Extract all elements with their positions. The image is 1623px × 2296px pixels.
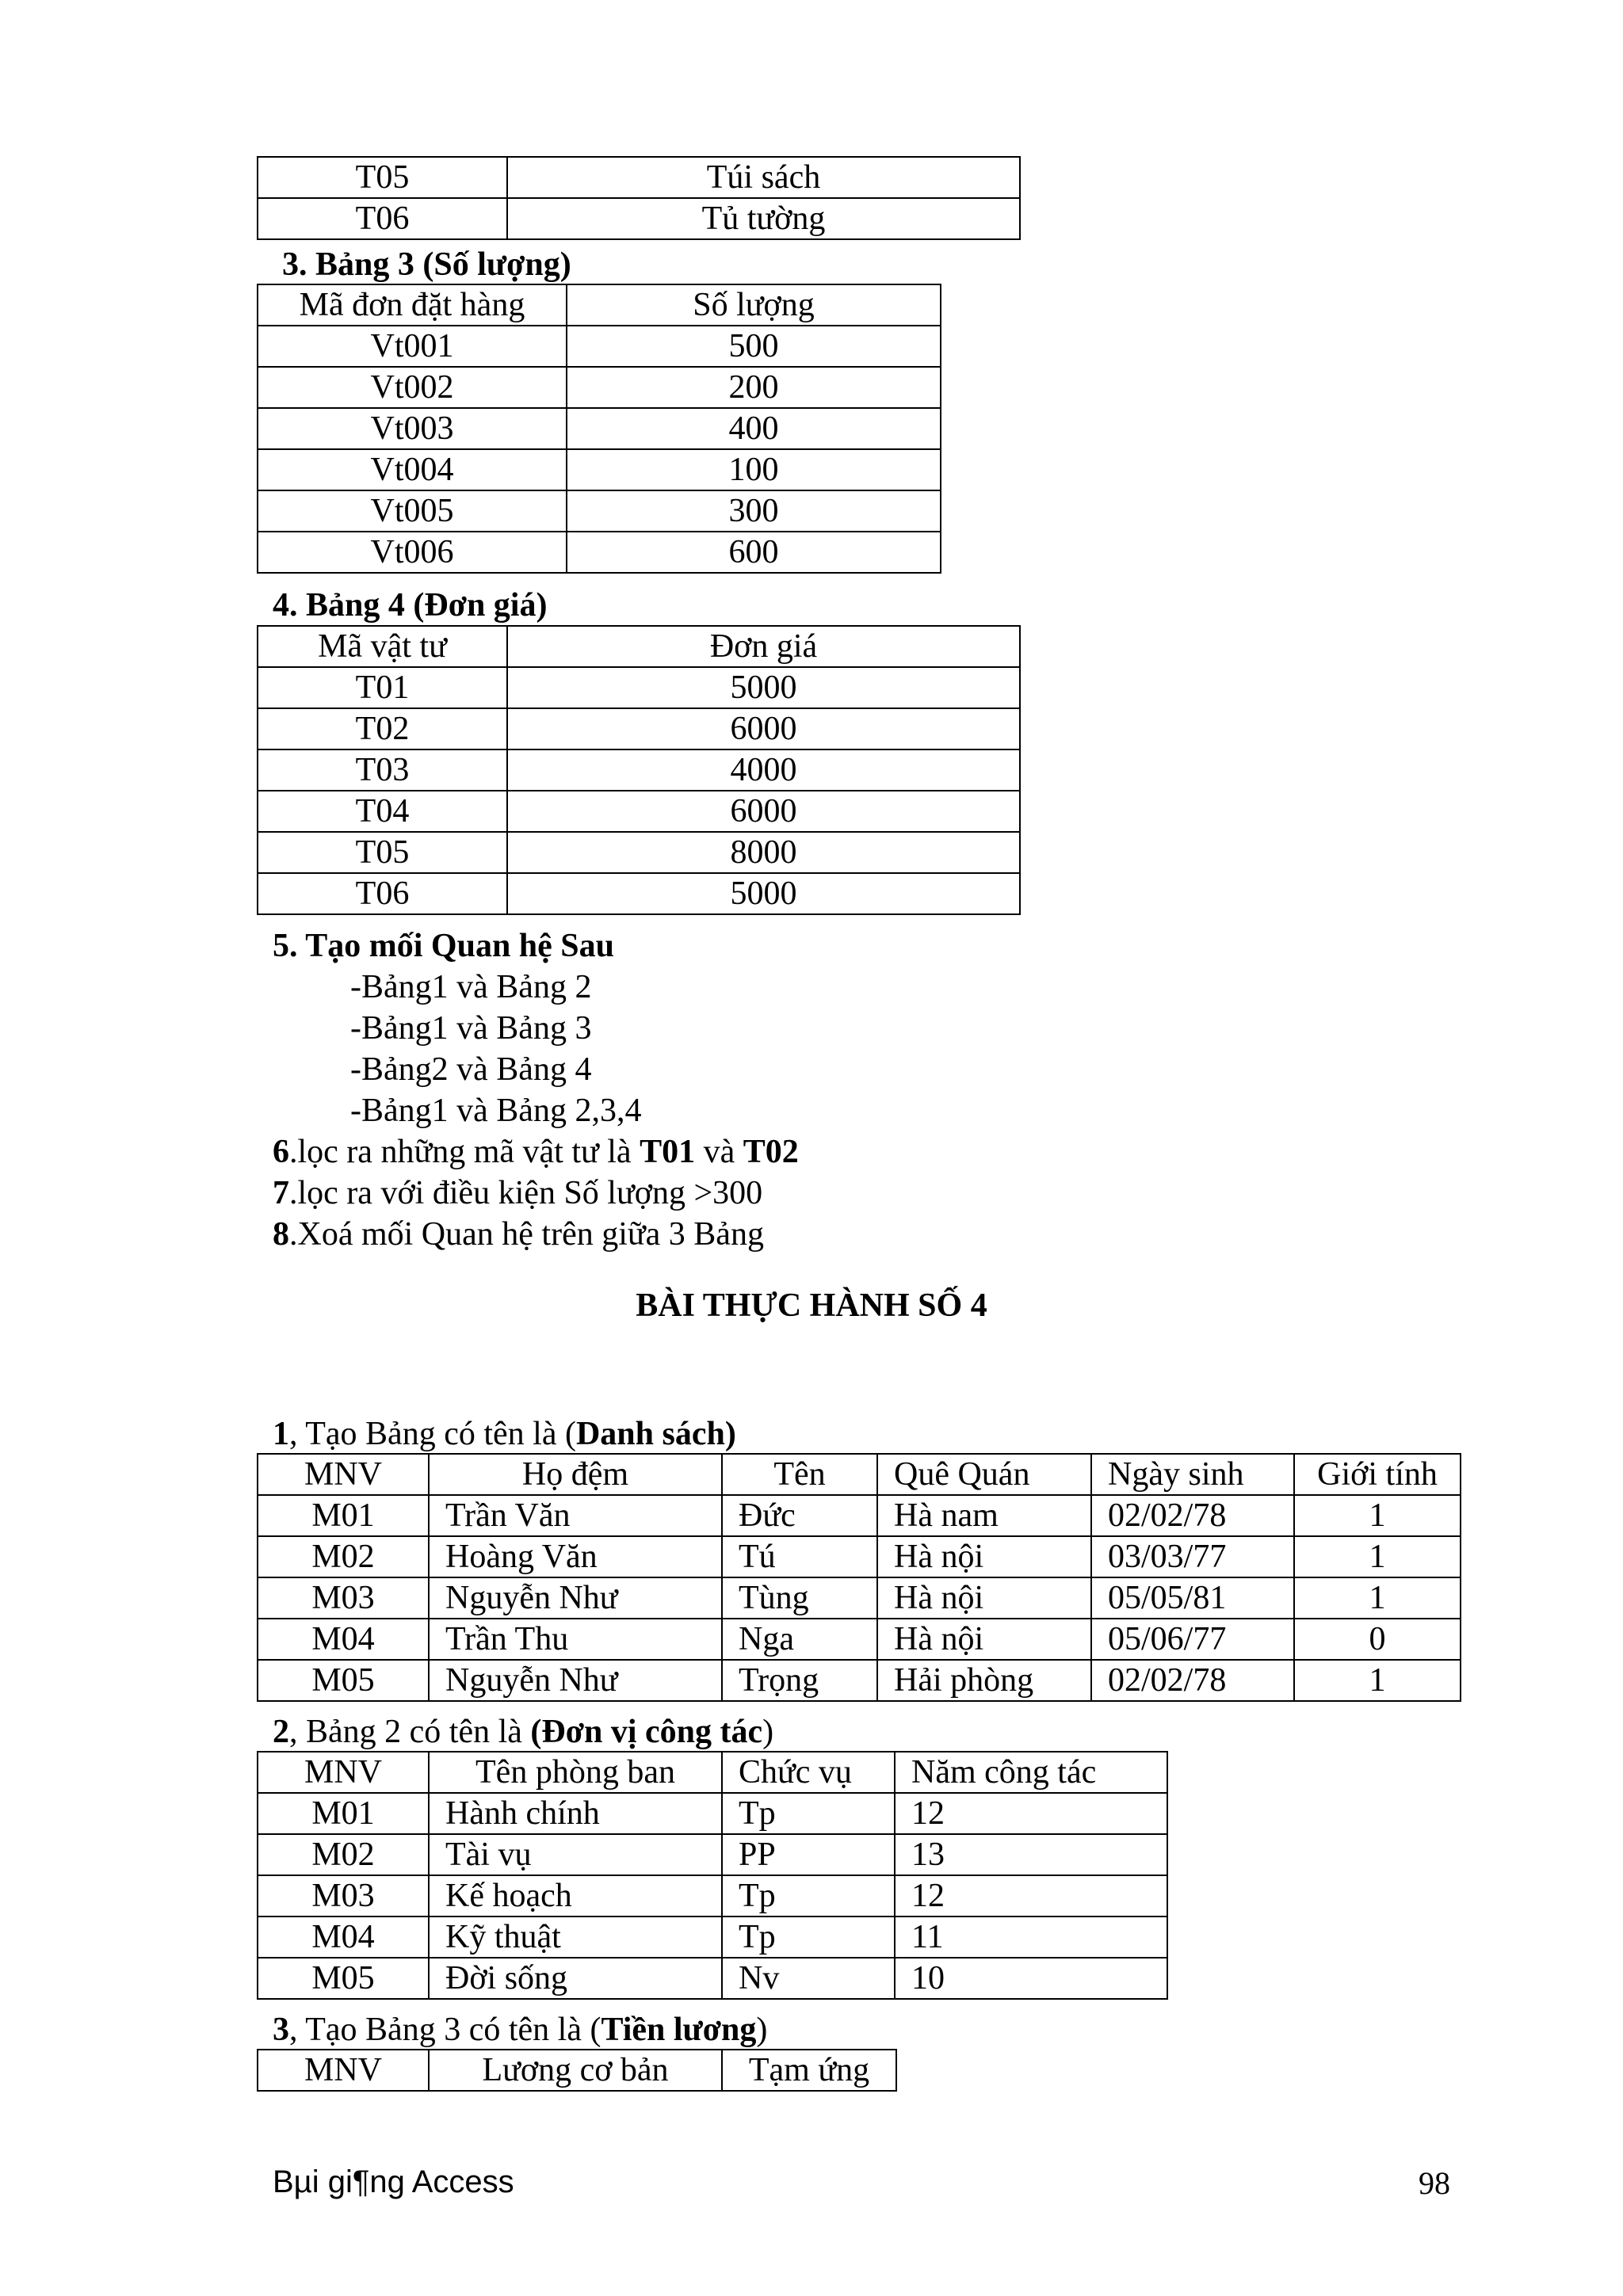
table-cell: M05	[258, 1660, 429, 1701]
table-cell: T06	[258, 873, 507, 914]
table-cell: M04	[258, 1917, 429, 1958]
table-cell: 6000	[507, 708, 1020, 749]
table-so-luong	[257, 284, 941, 574]
table-row	[258, 791, 1020, 832]
table-row	[258, 1793, 1167, 1834]
table-cell: Số lượng	[567, 284, 941, 326]
p4-task-1-name: Danh sách)	[575, 1416, 736, 1452]
table-cell: Đời sống	[429, 1958, 722, 1999]
table-cell: Tài vụ	[429, 1834, 722, 1875]
p4-task-1-number: 1	[273, 1416, 289, 1452]
table-cell: Trọng	[722, 1660, 877, 1701]
table-cell: Tùng	[722, 1577, 877, 1619]
table-row	[258, 490, 941, 532]
task-6-code-1: T01	[640, 1134, 696, 1170]
table-cell: 02/02/78	[1091, 1495, 1294, 1536]
table-cell: Trần Văn	[429, 1495, 722, 1536]
p4-task-3-text: , Tạo Bảng 3 có tên là (	[289, 2012, 601, 2048]
table-cell: 05/05/81	[1091, 1577, 1294, 1619]
task-6	[273, 1131, 799, 1173]
table-cell: M01	[258, 1495, 429, 1536]
table-row	[258, 667, 1020, 708]
table-row	[258, 1495, 1461, 1536]
table-header-row	[258, 1752, 1167, 1793]
table-cell: 0	[1294, 1619, 1461, 1660]
table-row	[258, 1834, 1167, 1875]
table-row	[258, 749, 1020, 791]
table-cell: Tp	[722, 1917, 895, 1958]
table-cell: 1	[1294, 1660, 1461, 1701]
table-cell: Nga	[722, 1619, 877, 1660]
table-cell: Đức	[722, 1495, 877, 1536]
p4-task-2-text: , Bảng 2 có tên là	[289, 1714, 531, 1750]
table-cell: 02/02/78	[1091, 1660, 1294, 1701]
table-cell: Tạm ứng	[722, 2050, 896, 2091]
task-7	[273, 1173, 762, 1214]
table-header-row	[258, 2050, 896, 2091]
relation-item: -Bảng1 và Bảng 2,3,4	[350, 1093, 642, 1129]
table-cell: 12	[895, 1793, 1167, 1834]
table-cell: M03	[258, 1875, 429, 1917]
table-row	[258, 326, 941, 367]
table-cell: MNV	[258, 2050, 429, 2091]
table-header-row	[258, 284, 941, 326]
table-row	[258, 1536, 1461, 1577]
table-cell: Họ đệm	[429, 1454, 722, 1495]
table-cell: 500	[567, 326, 941, 367]
relation-item: -Bảng1 và Bảng 3	[350, 1010, 592, 1047]
table-cell: Lương cơ bản	[429, 2050, 722, 2091]
table-cell: Tên	[722, 1454, 877, 1495]
table-cell: 12	[895, 1875, 1167, 1917]
table-cell: Quê Quán	[877, 1454, 1091, 1495]
table-cell: Năm công tác	[895, 1752, 1167, 1793]
table-cell: 300	[567, 490, 941, 532]
table-row	[258, 408, 941, 449]
task-8	[273, 1214, 764, 1255]
section4-heading: 4. Bảng 4 (Đơn giá)	[273, 587, 548, 624]
table-cell: Hà nội	[877, 1577, 1091, 1619]
table-cell: 11	[895, 1917, 1167, 1958]
table-cell: Nv	[722, 1958, 895, 1999]
table-cell: MNV	[258, 1454, 429, 1495]
table-tien-luong	[257, 2049, 897, 2092]
table-cell: Vt001	[258, 326, 567, 367]
p4-task-3-name: Tiền lương	[601, 2012, 757, 2048]
table-row	[258, 1619, 1461, 1660]
table-cell: Nguyễn Như	[429, 1577, 722, 1619]
task-6-and: và	[695, 1134, 743, 1170]
table-cell: Túi sách	[507, 157, 1020, 198]
table-row	[258, 1660, 1461, 1701]
p4-task-2-number: 2	[273, 1714, 289, 1750]
p4-task-3	[273, 2009, 767, 2050]
table-row	[258, 873, 1020, 914]
p4-task-1	[273, 1413, 736, 1455]
table-row	[258, 157, 1020, 198]
table-row	[258, 1917, 1167, 1958]
task-6-code-2: T02	[743, 1134, 799, 1170]
table-cell: Mã vật tư	[258, 626, 507, 667]
table-cell: 100	[567, 449, 941, 490]
table-cell: Trần Thu	[429, 1619, 722, 1660]
table-cell: Hải phòng	[877, 1660, 1091, 1701]
table-cell: 6000	[507, 791, 1020, 832]
table-cell: Hành chính	[429, 1793, 722, 1834]
table-cell: T03	[258, 749, 507, 791]
table-cell: 10	[895, 1958, 1167, 1999]
table-don-gia	[257, 625, 1021, 915]
table-row	[258, 198, 1020, 239]
table-cell: 05/06/77	[1091, 1619, 1294, 1660]
table-cell: Hà nội	[877, 1536, 1091, 1577]
table-cell: Mã đơn đặt hàng	[258, 284, 567, 326]
section5-heading: 5. Tạo mối Quan hệ Sau	[273, 928, 615, 964]
task-7-number: 7	[273, 1175, 289, 1211]
relation-item: -Bảng1 và Bảng 2	[350, 969, 592, 1005]
table-cell: 400	[567, 408, 941, 449]
table-cell: Tú	[722, 1536, 877, 1577]
section3-heading: 3. Bảng 3 (Số lượng)	[282, 246, 571, 283]
task-6-number: 6	[273, 1134, 289, 1170]
p4-task-2-tail: )	[762, 1714, 774, 1750]
table-cell: Vt002	[258, 367, 567, 408]
table-cell: Tủ tường	[507, 198, 1020, 239]
table-cell: 03/03/77	[1091, 1536, 1294, 1577]
practice-title: BÀI THỰC HÀNH SỐ 4	[636, 1287, 987, 1324]
table-cell: 13	[895, 1834, 1167, 1875]
table-cell: Kỹ thuật	[429, 1917, 722, 1958]
p4-task-2	[273, 1711, 773, 1753]
table-cell: M02	[258, 1834, 429, 1875]
table-cell: Hoàng Văn	[429, 1536, 722, 1577]
table-cell: 600	[567, 532, 941, 573]
table-cell: T06	[258, 198, 507, 239]
table-cell: 1	[1294, 1577, 1461, 1619]
p4-task-2-name: (Đơn vị công tác	[530, 1714, 763, 1750]
table-cell: 4000	[507, 749, 1020, 791]
table-cell: Vt003	[258, 408, 567, 449]
p4-task-3-tail: )	[756, 2012, 768, 2048]
table-cell: Tên phòng ban	[429, 1752, 722, 1793]
task-8-number: 8	[273, 1216, 289, 1253]
table-row	[258, 1958, 1167, 1999]
table-cell: M03	[258, 1577, 429, 1619]
task-7-text: .lọc ra với điều kiện Số lượng >300	[289, 1175, 763, 1211]
relation-item: -Bảng2 và Bảng 4	[350, 1051, 592, 1088]
table-cell: Đơn giá	[507, 626, 1020, 667]
table-danh-sach	[257, 1453, 1461, 1702]
table-cell: Chức vụ	[722, 1752, 895, 1793]
table-row	[258, 449, 941, 490]
table-cell: 5000	[507, 873, 1020, 914]
table-cell: Hà nội	[877, 1619, 1091, 1660]
table-cell: Vt005	[258, 490, 567, 532]
table-cell: Nguyễn Như	[429, 1660, 722, 1701]
table-cell: Kế hoạch	[429, 1875, 722, 1917]
table-cell: Vt006	[258, 532, 567, 573]
table-cell: 8000	[507, 832, 1020, 873]
table-header-row	[258, 1454, 1461, 1495]
table-row	[258, 532, 941, 573]
p4-task-1-text: , Tạo Bảng có tên là (	[289, 1416, 576, 1452]
table-cell: Vt004	[258, 449, 567, 490]
table-don-vi-cong-tac	[257, 1751, 1168, 2000]
table-cell: 5000	[507, 667, 1020, 708]
table-cell: T05	[258, 832, 507, 873]
table-cell: M02	[258, 1536, 429, 1577]
task-6-text: .lọc ra những mã vật tư là	[289, 1134, 640, 1170]
table-row	[258, 832, 1020, 873]
table-cell: 1	[1294, 1495, 1461, 1536]
table-cell: T02	[258, 708, 507, 749]
p4-task-3-number: 3	[273, 2012, 289, 2048]
table-cell: Tp	[722, 1875, 895, 1917]
table-cell: T04	[258, 791, 507, 832]
table-cell: M05	[258, 1958, 429, 1999]
table-row	[258, 367, 941, 408]
footer-course-title: Bµi gi¶ng Access	[273, 2164, 514, 2199]
table-row	[258, 1875, 1167, 1917]
table-cell: MNV	[258, 1752, 429, 1793]
table-cell: 200	[567, 367, 941, 408]
page-number: 98	[1419, 2165, 1450, 2201]
table-cell: 1	[1294, 1536, 1461, 1577]
table-cell: Hà nam	[877, 1495, 1091, 1536]
table-cell: PP	[722, 1834, 895, 1875]
table-vat-tu-continued	[257, 156, 1021, 240]
table-row	[258, 1577, 1461, 1619]
table-cell: T05	[258, 157, 507, 198]
task-8-text: .Xoá mối Quan hệ trên giữa 3 Bảng	[289, 1216, 764, 1253]
table-cell: T01	[258, 667, 507, 708]
table-header-row	[258, 626, 1020, 667]
table-row	[258, 708, 1020, 749]
table-cell: M04	[258, 1619, 429, 1660]
table-cell: Ngày sinh	[1091, 1454, 1294, 1495]
table-cell: Tp	[722, 1793, 895, 1834]
table-cell: Giới tính	[1294, 1454, 1461, 1495]
table-cell: M01	[258, 1793, 429, 1834]
